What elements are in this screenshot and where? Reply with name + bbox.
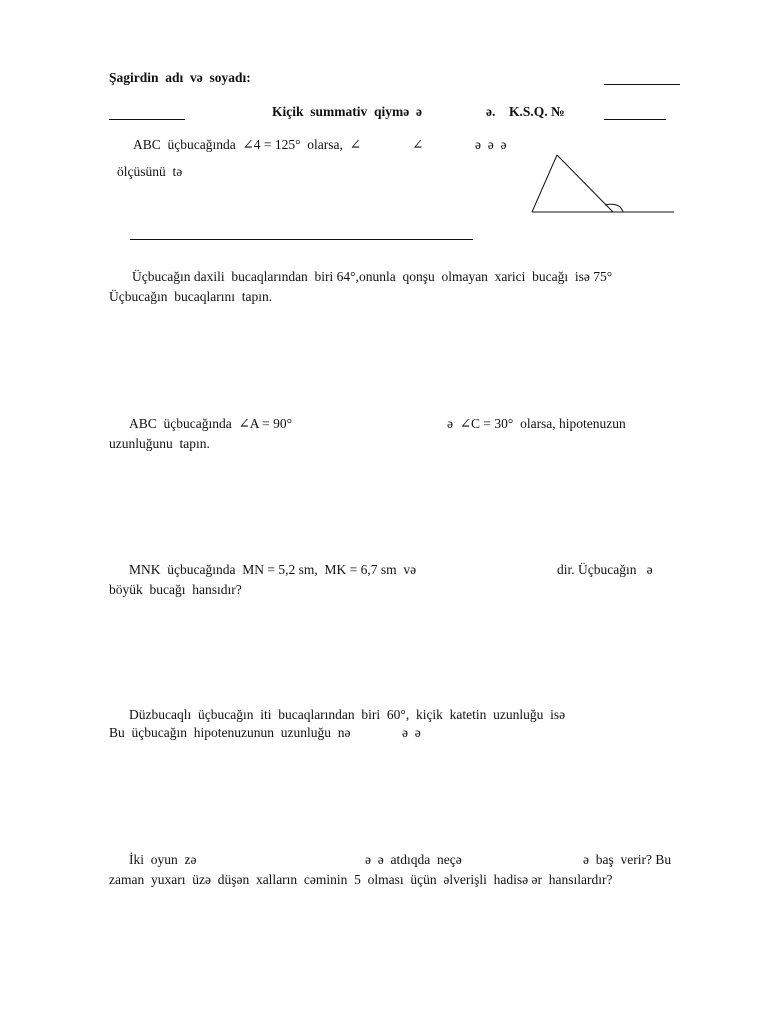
q2-line1: Üçbucağın daxili bucaqlarından biri 64°,onunla qonşu olmayan xarici bucağı isə 75° bbox=[132, 269, 613, 284]
title-summative: Kiçik summativ qiymə ə bbox=[272, 104, 422, 119]
q3-line1-b: ə ∠C = 30° olarsa, hipotenuzun bbox=[447, 416, 626, 431]
q5-line2-b: ə ə bbox=[402, 725, 421, 740]
title-suffix: ə. bbox=[486, 104, 496, 119]
q4-line2: böyük bucağı hansıdır? bbox=[109, 582, 242, 597]
q3-line1-a: ABC üçbucağında ∠A = 90° bbox=[129, 416, 293, 431]
q4-line1-b: dir. Üçbucağın ə bbox=[557, 562, 653, 577]
ksq-number-blank[interactable] bbox=[604, 119, 666, 120]
left-header-blank[interactable] bbox=[109, 119, 185, 120]
q6-line1-a: İki oyun zə bbox=[129, 852, 197, 867]
q2-line2: Üçbucağın bucaqlarını tapın. bbox=[109, 289, 273, 304]
q3-line2: uzunluğunu tapın. bbox=[109, 436, 210, 451]
triangle-left-side bbox=[532, 155, 557, 212]
q6-line2: zaman yuxarı üzə düşən xalların cəminin 5 olması üçün əlverişli hadisə ər hansılardır? bbox=[109, 872, 613, 887]
student-name-label: Şagirdin adı və soyadı: bbox=[109, 70, 251, 85]
exterior-angle-arc bbox=[605, 204, 623, 212]
q1-line2: ölçüsünü tə bbox=[117, 164, 183, 179]
triangle-figure bbox=[528, 150, 678, 220]
q1-line1-b: ∠ bbox=[412, 137, 424, 152]
q1-line1-a: ABC üçbucağında ∠4 = 125° olarsa, ∠ bbox=[133, 137, 361, 152]
q1-line1-c: ə ə ə bbox=[475, 137, 507, 152]
q6-line1-c: ə baş verir? Bu bbox=[583, 852, 672, 867]
ksq-label: K.S.Q. № bbox=[509, 104, 565, 119]
triangle-right-side bbox=[557, 155, 613, 212]
q5-line2-a: Bu üçbucağın hipotenuzunun uzunluğu nə bbox=[109, 725, 351, 740]
q4-line1-a: MNK üçbucağında MN = 5,2 sm, MK = 6,7 sm və bbox=[129, 562, 417, 577]
q5-line1: Düzbucaqlı üçbucağın iti bucaqlarından biri 60°, kiçik katetin uzunluğu isə bbox=[129, 707, 566, 722]
q6-line1-b: ə ə atdıqda neçə bbox=[365, 852, 462, 867]
student-name-blank[interactable] bbox=[604, 84, 680, 85]
q1-answer-line[interactable] bbox=[130, 239, 473, 240]
